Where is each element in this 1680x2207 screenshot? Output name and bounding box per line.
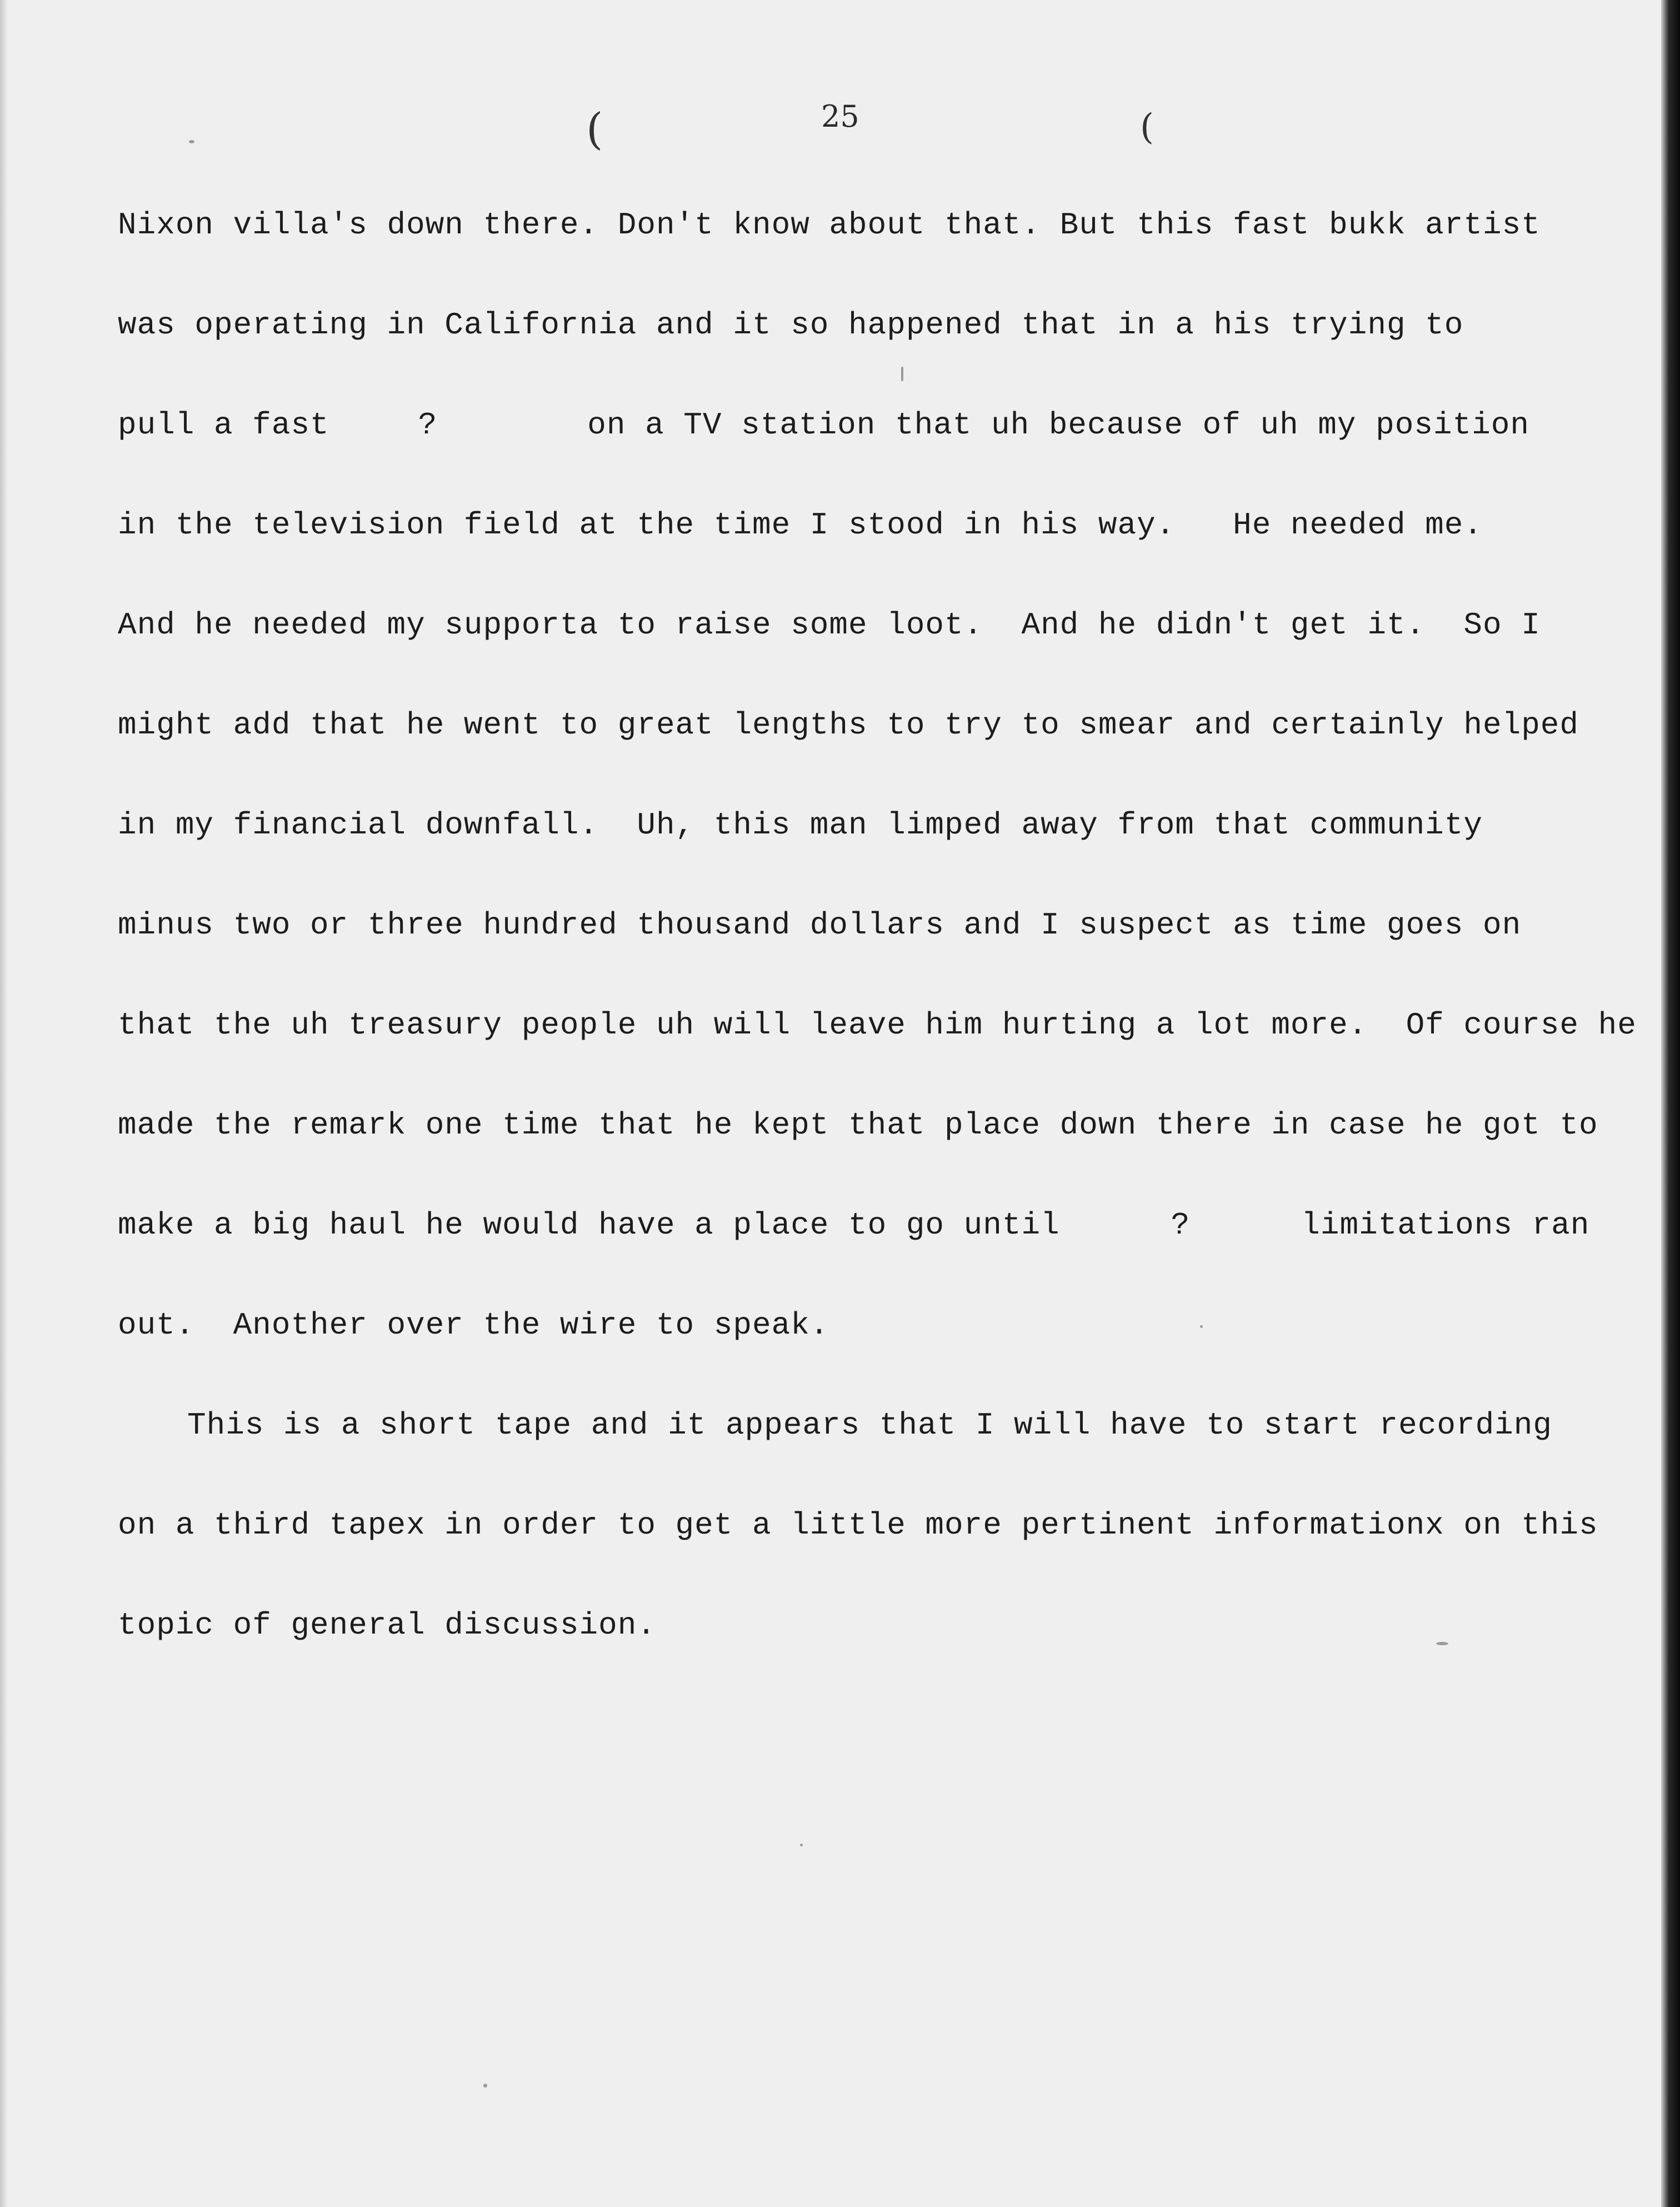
text-line: made the remark one time that he kept that place down there in case he got to — [118, 1107, 1598, 1143]
text-line: Nixon villa's down there. Don't know about that. But this fast bukk artist — [118, 207, 1541, 243]
illegible-marker: ? — [1171, 1207, 1191, 1243]
header-mark-right: ( — [1140, 107, 1154, 148]
header-mark-left: ( — [586, 104, 603, 154]
text-segment: make a big haul he would have a place to go until — [118, 1207, 1060, 1243]
scan-edge-left — [0, 0, 8, 2207]
text-line-paragraph-start: This is a short tape and it appears that I will have to start recording — [187, 1407, 1552, 1443]
text-line: topic of general discussion. — [118, 1607, 656, 1643]
page-number: 25 — [821, 99, 859, 134]
text-line: in the television field at the time I stood in his way. He needed me. — [118, 507, 1483, 543]
transcript-body — [118, 200, 1637, 1700]
text-line: And he needed my supporta to raise some loot. And he didn't get it. So I — [118, 607, 1541, 643]
text-line: in my financial downfall. Uh, this man limped away from that community — [118, 807, 1483, 843]
text-line — [118, 400, 1629, 500]
text-line: out. Another over the wire to speak. — [118, 1307, 829, 1343]
scan-edge-right — [1661, 0, 1680, 2207]
text-segment: on a TV station that uh because of uh my position — [587, 407, 1529, 443]
text-line: was operating in California and it so happened that in a his trying to — [118, 307, 1464, 343]
text-line: on a third tapex in order to get a little more pertinent informationx on this — [118, 1507, 1598, 1543]
text-segment: pull a fast — [118, 407, 329, 443]
page-header — [0, 99, 1680, 166]
text-line: that the uh treasury people uh will leave him hurting a lot more. Of course he — [118, 1007, 1637, 1043]
text-line: might add that he went to great lengths to try to smear and certainly helped — [118, 707, 1579, 743]
text-line: minus two or three hundred thousand dollars and I suspect as time goes on — [118, 907, 1522, 943]
text-segment: limitations ran — [1301, 1207, 1590, 1243]
text-line — [118, 1200, 1629, 1300]
illegible-marker: ? — [418, 407, 438, 443]
